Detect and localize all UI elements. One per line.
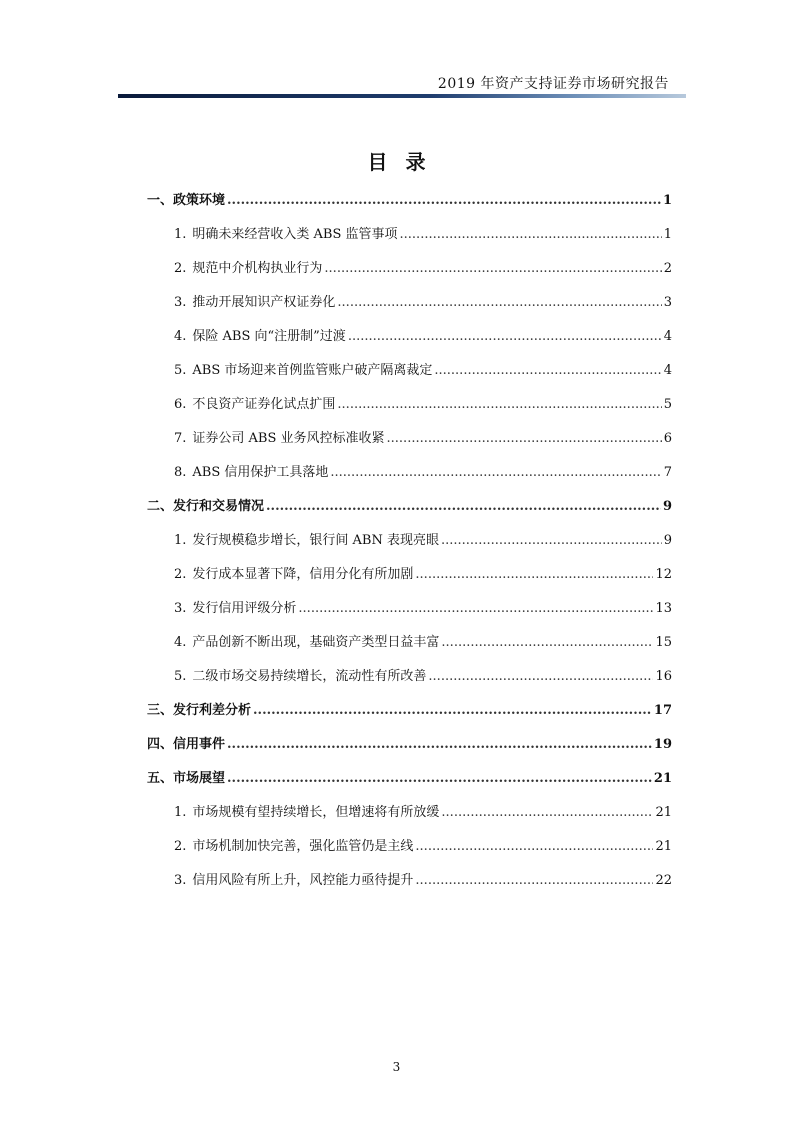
toc-entry-number: 4.: [174, 329, 187, 344]
toc-subsection-entry[interactable]: [147, 326, 672, 360]
toc-entry-number: 2.: [174, 567, 187, 582]
toc-entry-label: 市场机制加快完善，强化监管仍是主线: [192, 839, 414, 854]
toc-dot-leader: [415, 564, 653, 586]
toc-entry-number: 6.: [174, 397, 187, 412]
toc-entry-number: 5.: [174, 363, 187, 378]
toc-entry-page: 21: [655, 839, 672, 854]
toc-section-entry[interactable]: [147, 734, 672, 768]
toc-entry-number: 8.: [174, 465, 187, 480]
toc-entry-number: 1.: [174, 805, 187, 820]
toc-entry-page: 9: [662, 499, 672, 514]
toc-entry-page: 2: [663, 261, 672, 276]
toc-dot-leader: [387, 428, 662, 450]
toc-list: [147, 190, 672, 904]
toc-subsection-entry[interactable]: [147, 598, 672, 632]
toc-subsection-entry[interactable]: [147, 564, 672, 598]
toc-dot-leader: [337, 292, 661, 314]
toc-entry-label: 发行规模稳步增长，银行间 ABN 表现亮眼: [192, 533, 439, 548]
toc-dot-leader: [441, 632, 653, 654]
toc-entry-label: 四、信用事件: [147, 737, 226, 752]
toc-entry-label: 二、发行和交易情况: [147, 499, 265, 514]
toc-entry-label: 规范中介机构执业行为: [192, 261, 323, 276]
toc-entry-label: 五、市场展望: [147, 771, 226, 786]
toc-entry-page: 4: [663, 363, 672, 378]
toc-dot-leader: [441, 802, 653, 824]
toc-entry-number: 1.: [174, 533, 187, 548]
toc-entry-page: 12: [655, 567, 672, 582]
toc-section-entry[interactable]: [147, 496, 672, 530]
toc-entry-page: 6: [663, 431, 672, 446]
toc-dot-leader: [348, 326, 662, 348]
page-number: 3: [392, 1060, 401, 1074]
toc-subsection-entry[interactable]: [147, 224, 672, 258]
toc-dot-leader: [227, 190, 661, 212]
toc-entry-number: 2.: [174, 839, 187, 854]
toc-dot-leader: [227, 768, 652, 790]
toc-entry-page: 21: [653, 771, 672, 786]
toc-dot-leader: [400, 224, 662, 246]
toc-dot-leader: [337, 394, 661, 416]
toc-entry-label: 不良资产证券化试点扩围: [192, 397, 336, 412]
toc-entry-number: 4.: [174, 635, 187, 650]
toc-entry-label: 二级市场交易持续增长，流动性有所改善: [192, 669, 427, 684]
toc-subsection-entry[interactable]: [147, 462, 672, 496]
toc-entry-page: 5: [663, 397, 672, 412]
toc-entry-label: 保险 ABS 向“注册制”过渡: [192, 329, 346, 344]
toc-entry-label: 发行信用评级分析: [192, 601, 297, 616]
toc-dot-leader: [253, 700, 652, 722]
toc-entry-label: 信用风险有所上升，风控能力亟待提升: [192, 873, 414, 888]
toc-entry-page: 16: [655, 669, 672, 684]
toc-subsection-entry[interactable]: [147, 292, 672, 326]
toc-entry-number: 3.: [174, 601, 187, 616]
toc-entry-label: 证券公司 ABS 业务风控标准收紧: [192, 431, 385, 446]
toc-subsection-entry[interactable]: [147, 258, 672, 292]
toc-entry-number: 2.: [174, 261, 187, 276]
toc-entry-page: 1: [663, 227, 672, 242]
toc-entry-number: 7.: [174, 431, 187, 446]
toc-title: 目录: [367, 150, 444, 174]
toc-subsection-entry[interactable]: [147, 394, 672, 428]
toc-dot-leader: [434, 360, 661, 382]
toc-subsection-entry[interactable]: [147, 836, 672, 870]
toc-dot-leader: [415, 870, 653, 892]
toc-subsection-entry[interactable]: [147, 632, 672, 666]
toc-subsection-entry[interactable]: [147, 802, 672, 836]
toc-entry-page: 4: [663, 329, 672, 344]
toc-entry-page: 17: [653, 703, 672, 718]
toc-entry-page: 21: [655, 805, 672, 820]
toc-dot-leader: [415, 836, 653, 858]
toc-section-entry[interactable]: [147, 768, 672, 802]
toc-entry-page: 19: [653, 737, 672, 752]
toc-entry-page: 15: [655, 635, 672, 650]
toc-section-entry[interactable]: [147, 190, 672, 224]
toc-section-entry[interactable]: [147, 700, 672, 734]
toc-entry-label: 明确未来经营收入类 ABS 监管事项: [192, 227, 398, 242]
toc-entry-label: ABS 市场迎来首例监管账户破产隔离裁定: [192, 363, 433, 378]
toc-entry-label: 市场规模有望持续增长，但增速将有所放缓: [192, 805, 440, 820]
toc-entry-number: 3.: [174, 295, 187, 310]
toc-entry-number: 5.: [174, 669, 187, 684]
toc-subsection-entry[interactable]: [147, 666, 672, 700]
toc-dot-leader: [441, 530, 662, 552]
toc-entry-page: 1: [662, 193, 672, 208]
toc-subsection-entry[interactable]: [147, 530, 672, 564]
report-title: 2019 年资产支持证券市场研究报告: [437, 76, 669, 92]
toc-subsection-entry[interactable]: [147, 428, 672, 462]
toc-entry-label: 一、政策环境: [147, 193, 226, 208]
header-rule: [118, 94, 686, 98]
toc-dot-leader: [428, 666, 653, 688]
toc-entry-label: 推动开展知识产权证券化: [192, 295, 336, 310]
toc-dot-leader: [298, 598, 653, 620]
toc-entry-label: 产品创新不断出现，基础资产类型日益丰富: [192, 635, 440, 650]
toc-entry-number: 3.: [174, 873, 187, 888]
toc-entry-page: 9: [663, 533, 672, 548]
toc-entry-page: 22: [655, 873, 672, 888]
toc-subsection-entry[interactable]: [147, 360, 672, 394]
toc-entry-page: 13: [655, 601, 672, 616]
toc-entry-label: 三、发行利差分析: [147, 703, 252, 718]
toc-entry-page: 7: [663, 465, 672, 480]
toc-entry-number: 1.: [174, 227, 187, 242]
toc-dot-leader: [324, 258, 661, 280]
toc-dot-leader: [266, 496, 661, 518]
toc-dot-leader: [227, 734, 652, 756]
toc-subsection-entry[interactable]: [147, 870, 672, 904]
toc-dot-leader: [330, 462, 661, 484]
toc-entry-label: ABS 信用保护工具落地: [192, 465, 329, 480]
toc-entry-page: 3: [663, 295, 672, 310]
toc-entry-label: 发行成本显著下降，信用分化有所加剧: [192, 567, 414, 582]
